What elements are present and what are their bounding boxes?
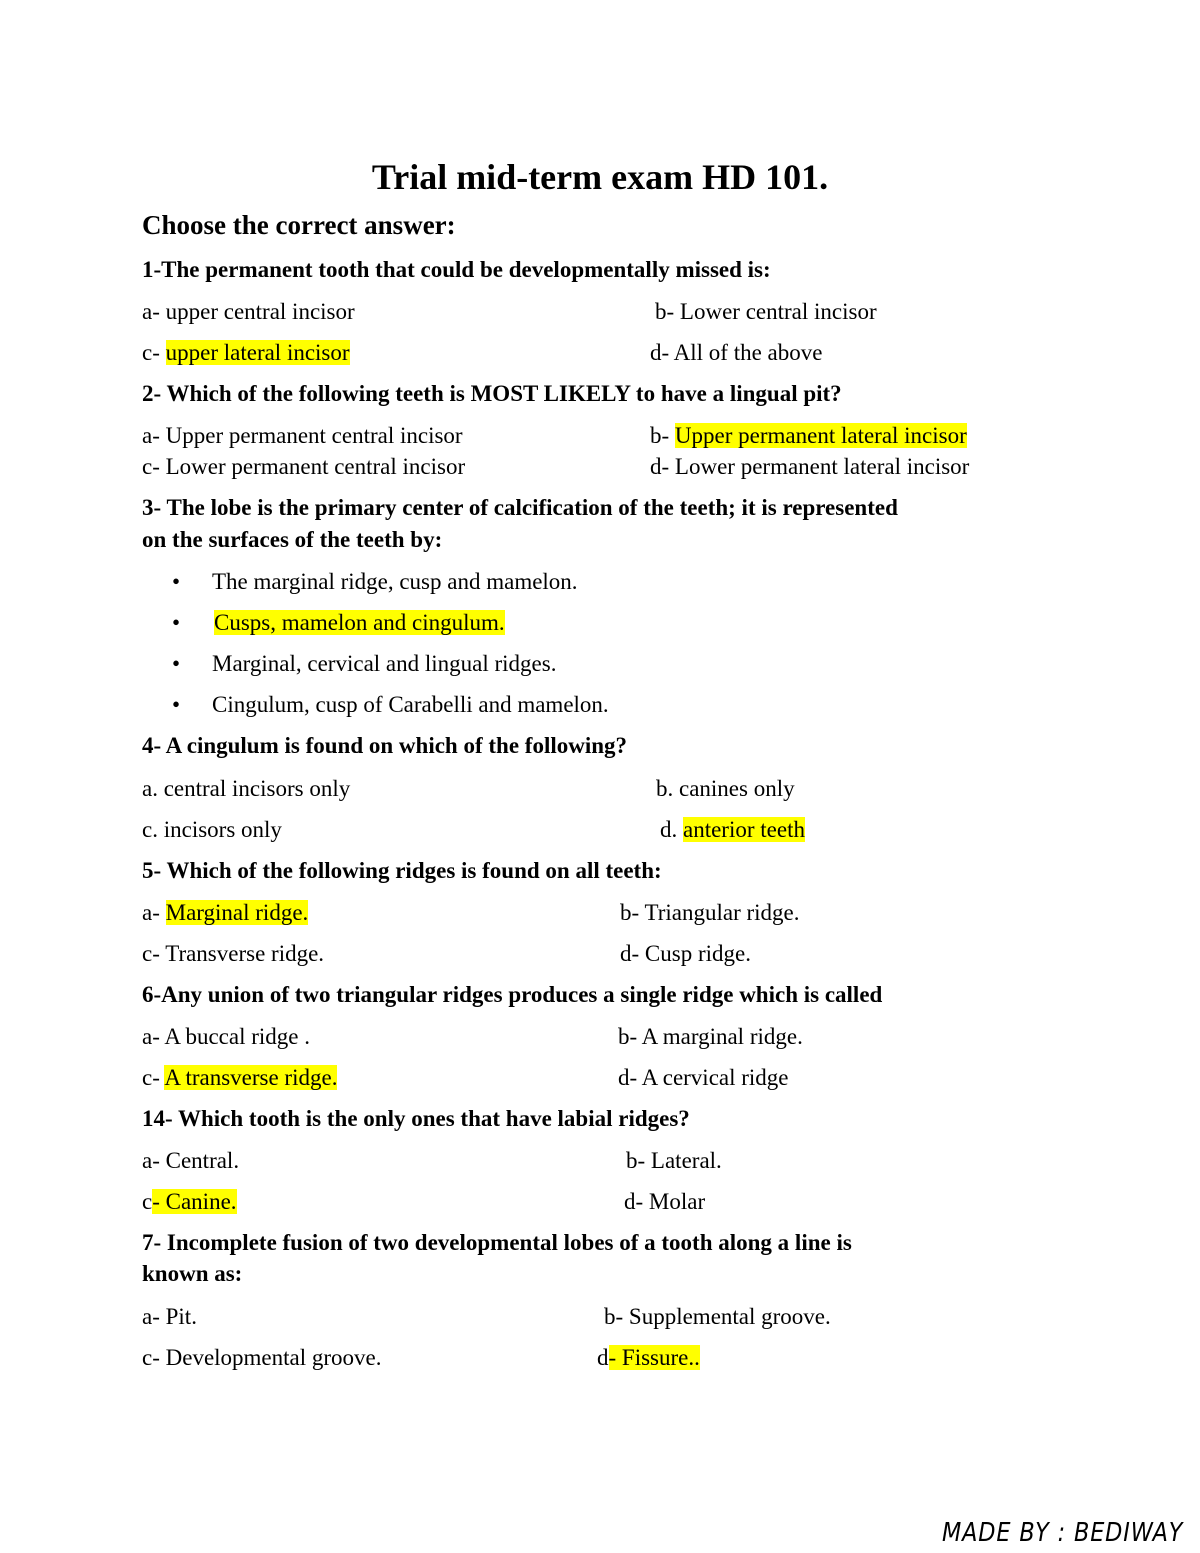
q14-option-b: b- Lateral. bbox=[626, 1148, 722, 1173]
question-3-line-1: 3- The lobe is the primary center of calcification of the teeth; it is represented bbox=[142, 495, 898, 520]
q1-option-b: b- Lower central incisor bbox=[655, 299, 877, 324]
q5-option-b: b- Triangular ridge. bbox=[620, 900, 800, 925]
question-14: 14- Which tooth is the only ones that have labial ridges? bbox=[142, 1106, 690, 1131]
question-4: 4- A cingulum is found on which of the following? bbox=[142, 733, 628, 758]
question-5: 5- Which of the following ridges is found on all teeth: bbox=[142, 858, 662, 883]
q2-option-d: d- Lower permanent lateral incisor bbox=[650, 454, 970, 479]
q5-option-d: d- Cusp ridge. bbox=[620, 941, 751, 966]
q6-option-a: a- A buccal ridge . bbox=[142, 1024, 310, 1049]
q7-option-c: c- Developmental groove. bbox=[142, 1345, 382, 1370]
q4-correct-answer: anterior teeth bbox=[683, 817, 805, 842]
q7-option-b: b- Supplemental groove. bbox=[604, 1304, 831, 1329]
q7-correct-answer: - Fissure.. bbox=[608, 1345, 700, 1370]
q2-option-b: b- Upper permanent lateral incisor bbox=[650, 423, 967, 448]
q4-option-a: a. central incisors only bbox=[142, 776, 351, 801]
q7-option-d: d- Fissure.. bbox=[597, 1345, 700, 1370]
q4-option-d: d. anterior teeth bbox=[660, 817, 805, 842]
q14-option-a: a- Central. bbox=[142, 1148, 240, 1173]
q1-correct-answer: upper lateral incisor bbox=[165, 340, 350, 365]
q3-option-2 bbox=[214, 610, 505, 636]
q3-option-4: Cingulum, cusp of Carabelli and mamelon. bbox=[212, 692, 609, 717]
q14-correct-answer: - Canine. bbox=[152, 1189, 237, 1214]
question-2: 2- Which of the following teeth is MOST LIKELY to have a lingual pit? bbox=[142, 381, 842, 406]
page-title: Trial mid-term exam HD 101. bbox=[371, 157, 829, 197]
q6-option-b: b- A marginal ridge. bbox=[618, 1024, 803, 1049]
q3-option-1: The marginal ridge, cusp and mamelon. bbox=[212, 569, 578, 594]
q1-option-a: a- upper central incisor bbox=[142, 299, 355, 324]
bullet-2: • bbox=[172, 610, 181, 635]
q3-option-3: Marginal, cervical and lingual ridges. bbox=[212, 651, 557, 676]
q3-correct-answer: Cusps, mamelon and cingulum. bbox=[214, 610, 505, 635]
question-6: 6-Any union of two triangular ridges produces a single ridge which is called bbox=[142, 982, 883, 1007]
q6-option-d: d- A cervical ridge bbox=[618, 1065, 789, 1090]
q1-option-c: c- upper lateral incisor bbox=[142, 340, 350, 365]
question-7-line-1: 7- Incomplete fusion of two developmental lobes of a tooth along a line is bbox=[142, 1230, 852, 1255]
q14-option-d: d- Molar bbox=[624, 1189, 706, 1214]
bullet-4: • bbox=[172, 692, 181, 717]
q1-option-d: d- All of the above bbox=[650, 340, 823, 365]
instruction: Choose the correct answer: bbox=[142, 210, 456, 240]
question-3-line-2: on the surfaces of the teeth by: bbox=[142, 527, 443, 552]
q5-option-a: a- Marginal ridge. bbox=[142, 900, 309, 925]
author-credit: MADE BY : BEDIWAY bbox=[942, 1518, 1184, 1548]
q5-correct-answer: Marginal ridge. bbox=[165, 900, 309, 925]
q6-option-c: c- A transverse ridge. bbox=[142, 1065, 338, 1090]
q4-option-c: c. incisors only bbox=[142, 817, 282, 842]
q6-correct-answer: A transverse ridge. bbox=[164, 1065, 338, 1090]
q2-option-c: c- Lower permanent central incisor bbox=[142, 454, 466, 479]
question-1: 1-The permanent tooth that could be developmentally missed is: bbox=[142, 257, 771, 282]
q2-option-a: a- Upper permanent central incisor bbox=[142, 423, 463, 448]
bullet-3: • bbox=[172, 651, 181, 676]
bullet-1: • bbox=[172, 569, 181, 594]
q2-correct-answer: Upper permanent lateral incisor bbox=[674, 423, 967, 448]
q4-option-b: b. canines only bbox=[656, 776, 795, 801]
q7-option-a: a- Pit. bbox=[142, 1304, 197, 1329]
q5-option-c: c- Transverse ridge. bbox=[142, 941, 325, 966]
q14-option-c: c- Canine. bbox=[142, 1189, 237, 1214]
question-7-line-2: known as: bbox=[142, 1261, 243, 1286]
